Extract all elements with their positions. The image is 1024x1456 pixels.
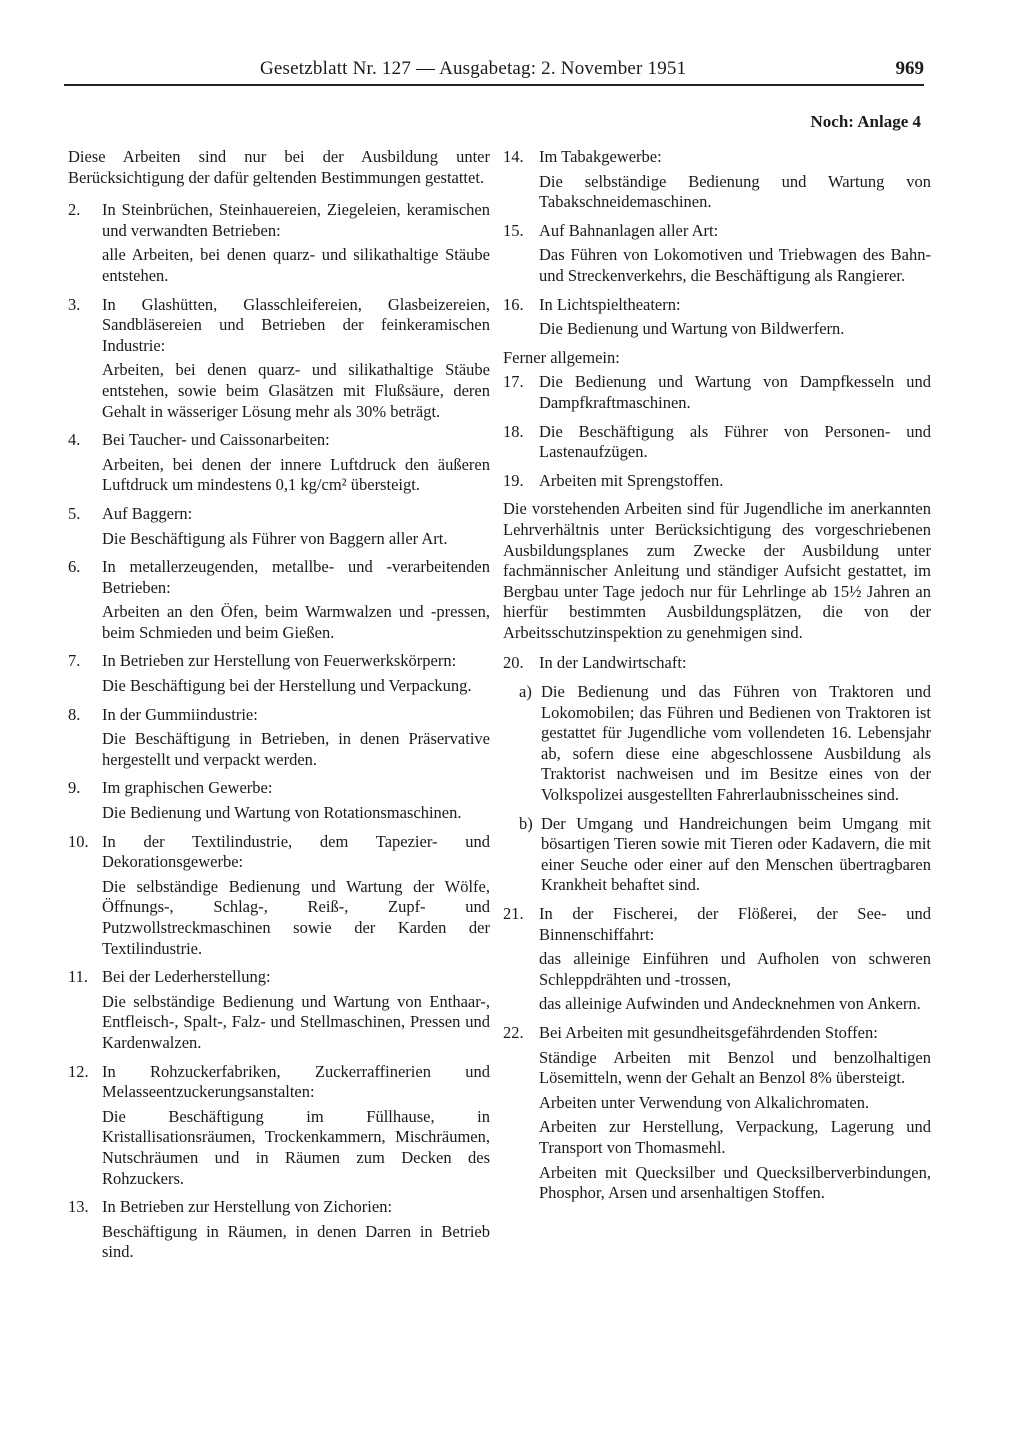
- item-body: [102, 1062, 490, 1190]
- item-number: 10.: [68, 831, 89, 851]
- item-body: [102, 200, 490, 286]
- item-heading: In Lichtspieltheatern:: [539, 294, 681, 314]
- list-item: [68, 200, 490, 286]
- list-item: [68, 967, 490, 1053]
- item-number: 5.: [68, 503, 81, 523]
- item-body: [102, 1197, 490, 1263]
- item-number: 12.: [68, 1061, 89, 1081]
- item-text: Die selbständige Bedienung und Wartung der Wölfe, Öffnungs-, Schlag-, Reiß-, Zupf- und Putzwollstreckmaschinen sowie der Karden der Textilindustrie.: [102, 876, 490, 958]
- item-number: 19.: [503, 470, 524, 490]
- youth-paragraph: Die vorstehenden Arbeiten sind für Jugendliche im anerkannten Lehrverhältnis unter Berücksichtigung des vorgeschriebenen Ausbildungsplanes zum Zwecke der Ausbildung unter fachmännischer Anleitung und ständiger Aufsicht gestattet, im Bergbau unter Tage jedoch nur für Lehrlinge ab 15½ Jahren an hierfür bestimmten Ausbildungsplätzen, die von der Arbeitsschutzinspektion zu genehmigen sind.: [503, 499, 931, 642]
- item-heading: Auf Bahnanlagen aller Art:: [539, 220, 719, 240]
- list-item: [503, 372, 931, 413]
- annex-heading: Noch: Anlage 4: [810, 112, 921, 131]
- item-body: [102, 967, 490, 1053]
- item-text: Ständige Arbeiten mit Benzol und benzolhaltigen Lösemitteln, wenn der Gehalt an Benzol 8% übersteigt.: [539, 1047, 931, 1088]
- item-body: [539, 653, 931, 674]
- item-body: [102, 557, 490, 643]
- item-body: [539, 471, 931, 492]
- item-text: Beschäftigung in Räumen, in denen Darren in Betrieb sind.: [102, 1221, 490, 1262]
- item-body: [102, 705, 490, 771]
- item-text: das alleinige Einführen und Aufholen von schweren Schleppdrähten und -trossen,: [539, 949, 931, 989]
- item-heading: Die Beschäftigung als Führer von Personen- und Lastenaufzügen.: [539, 421, 931, 462]
- item-text: Das Führen von Lokomotiven und Triebwagen des Bahn- und Streckenverkehrs, die Beschäftigung als Rangierer.: [539, 245, 931, 285]
- item-heading: In der Fischerei, der Flößerei, der See- und Binnenschiffahrt:: [539, 904, 931, 944]
- item-number: 13.: [68, 1197, 89, 1217]
- list-item: [503, 471, 931, 492]
- item-body: [539, 147, 931, 213]
- item-body: [102, 778, 490, 823]
- ferner-label: Ferner allgemein:: [503, 347, 620, 367]
- item-text: Arbeiten, bei denen quarz- und silikathaltige Stäube entstehen, sowie beim Glasätzen mit Flußsäure, deren Gehalt in wässeriger Lösung mehr als 30% beträgt.: [102, 360, 490, 421]
- item-heading: Im Tabakgewerbe:: [539, 147, 662, 166]
- item-text: alle Arbeiten, bei denen quarz- und silikathaltige Stäube entstehen.: [102, 245, 490, 285]
- list-item: [503, 295, 931, 340]
- item-heading: In der Gummiindustrie:: [102, 704, 258, 724]
- list-item: [503, 147, 931, 213]
- item-heading: In Rohzuckerfabriken, Zuckerraffinerien und Melasseentzuckerungsanstalten:: [102, 1061, 490, 1102]
- item-number: 20.: [503, 653, 524, 673]
- item-body: [539, 422, 931, 463]
- item-number: 6.: [68, 557, 81, 577]
- item-body: [539, 295, 931, 340]
- item-text: Arbeiten an den Öfen, beim Warmwalzen und -pressen, beim Schmieden und beim Gießen.: [102, 602, 490, 642]
- item-heading: Im graphischen Gewerbe:: [102, 778, 273, 798]
- item-text: Die Beschäftigung bei der Herstellung und Verpackung.: [102, 676, 472, 696]
- item-text: das alleinige Aufwinden und Andecknehmen von Ankern.: [539, 994, 921, 1014]
- item-heading: Arbeiten mit Sprengstoffen.: [539, 470, 724, 490]
- item-body: [539, 372, 931, 413]
- item-number: 7.: [68, 651, 81, 671]
- item-heading: In der Landwirtschaft:: [539, 653, 687, 673]
- right-item-list-b: [503, 372, 931, 491]
- item-number: 18.: [503, 421, 524, 441]
- item-body: [102, 832, 490, 960]
- sub-item: [519, 814, 931, 896]
- item-number: 4.: [68, 430, 81, 450]
- list-item: [68, 504, 490, 549]
- intro-paragraph: Diese Arbeiten sind nur bei der Ausbildung unter Berücksichtigung der dafür geltenden Bestimmungen gestattet.: [68, 147, 490, 187]
- item-number: 21.: [503, 904, 524, 923]
- sub-item-label: a): [519, 682, 532, 702]
- item-text: Arbeiten unter Verwendung von Alkalichromaten.: [539, 1092, 870, 1112]
- item-number: 17.: [503, 372, 524, 392]
- item-body: [539, 904, 931, 1015]
- item-text: Die Beschäftigung in Betrieben, in denen Präservative hergestellt und verpackt werden.: [102, 729, 490, 769]
- sub-item-label: b): [519, 813, 533, 833]
- list-item: [68, 705, 490, 771]
- list-item: [503, 904, 931, 1015]
- sub-item: [519, 682, 931, 806]
- list-item: [68, 295, 490, 423]
- list-item: [503, 653, 931, 674]
- item-body: [539, 1023, 931, 1204]
- item-number: 11.: [68, 967, 89, 987]
- item-number: 22.: [503, 1022, 524, 1042]
- page-header: [64, 56, 924, 86]
- list-item: [68, 1197, 490, 1263]
- list-item: [68, 430, 490, 496]
- item-body: [102, 651, 490, 696]
- header-title: Gesetzblatt Nr. 127 — Ausgabetag: 2. November 1951: [260, 58, 687, 79]
- item-body: [102, 504, 490, 549]
- list-item: [503, 221, 931, 287]
- right-item-list-a: [503, 147, 931, 340]
- item-body: [539, 221, 931, 287]
- list-item: [503, 422, 931, 463]
- sub-item-text: Der Umgang und Handreichungen beim Umgang mit bösartigen Tieren sowie mit Tieren oder Kadavern, die mit einer Seuche oder einer auf den Menschen übertragbaren Krankheit behaftet sind.: [541, 813, 931, 895]
- list-item: [68, 778, 490, 823]
- list-item: [68, 1062, 490, 1190]
- item-heading: Bei der Lederherstellung:: [102, 967, 271, 987]
- item-heading: Die Bedienung und Wartung von Dampfkesseln und Dampfkraftmaschinen.: [539, 372, 931, 412]
- item-heading: In Glashütten, Glasschleifereien, Glasbeizereien, Sandbläsereien und Betrieben der feinkeramischen Industrie:: [102, 294, 490, 355]
- item-number: 14.: [503, 147, 524, 166]
- item-heading: Bei Taucher- und Caissonarbeiten:: [102, 430, 330, 450]
- item-text: Die Bedienung und Wartung von Bildwerfern.: [539, 319, 845, 339]
- list-item: [68, 557, 490, 643]
- item-text: Die Beschäftigung im Füllhause, in Kristallisationsräumen, Trockenkammern, Mischräumen, Nutschräumen und in Räumen zum Decken des Rohzuckers.: [102, 1106, 490, 1188]
- item-text: Die selbständige Bedienung und Wartung von Tabakschneidemaschinen.: [539, 171, 931, 212]
- left-item-list: [68, 200, 490, 1263]
- item-text: Arbeiten zur Herstellung, Verpackung, Lagerung und Transport von Thomasmehl.: [539, 1117, 931, 1157]
- item-heading: Bei Arbeiten mit gesundheitsgefährdenden Stoffen:: [539, 1022, 878, 1042]
- item-number: 9.: [68, 778, 81, 798]
- left-column: [68, 147, 490, 1271]
- item-number: 8.: [68, 704, 81, 724]
- item-heading: In Betrieben zur Herstellung von Feuerwerkskörpern:: [102, 651, 457, 671]
- item-number: 2.: [68, 200, 81, 220]
- item-heading: In der Textilindustrie, dem Tapezier- und Dekorationsgewerbe:: [102, 831, 490, 872]
- item-body: [102, 295, 490, 423]
- list-item: [68, 651, 490, 696]
- item-text: Arbeiten mit Quecksilber und Quecksilberverbindungen, Phosphor, Arsen und arsenhaltigen Stoffen.: [539, 1162, 931, 1203]
- item-number: 3.: [68, 294, 81, 314]
- item-number: 15.: [503, 220, 524, 240]
- item-body: [102, 430, 490, 496]
- sub-item-text: Die Bedienung und das Führen von Traktoren und Lokomobilen; das Führen und Bedienen von Traktoren ist gestattet für Jugendliche vom vollendeten 16. Lebensjahr ab, sofern diese eine abgeschlossene Ausbildung als Traktorist nachweisen und im Besitze eines von der Volkspolizei ausgestellten Fahrerlaubnisscheines sind.: [541, 682, 931, 805]
- item-text: Die Bedienung und Wartung von Rotationsmaschinen.: [102, 803, 462, 823]
- item-heading: In metallerzeugenden, metallbe- und -verarbeitenden Betrieben:: [102, 557, 490, 597]
- list-item: [68, 832, 490, 960]
- item-heading: In Betrieben zur Herstellung von Zichorien:: [102, 1197, 393, 1217]
- item-heading: In Steinbrüchen, Steinhauereien, Ziegeleien, keramischen und verwandten Betrieben:: [102, 200, 490, 240]
- item-heading: Auf Baggern:: [102, 503, 193, 523]
- right-column: [503, 147, 931, 1212]
- page-number: 969: [895, 58, 924, 79]
- item-text: Arbeiten, bei denen der innere Luftdruck den äußeren Luftdruck um mindestens 0,1 kg/cm² übersteigt.: [102, 454, 490, 495]
- item-text: Die selbständige Bedienung und Wartung von Enthaar-, Entfleisch-, Spalt-, Falz- und Stellmaschinen, Pressen und Kardenwalzen.: [102, 991, 490, 1052]
- item-number: 16.: [503, 294, 524, 314]
- item-text: Die Beschäftigung als Führer von Baggern aller Art.: [102, 528, 448, 548]
- list-item: [503, 1023, 931, 1204]
